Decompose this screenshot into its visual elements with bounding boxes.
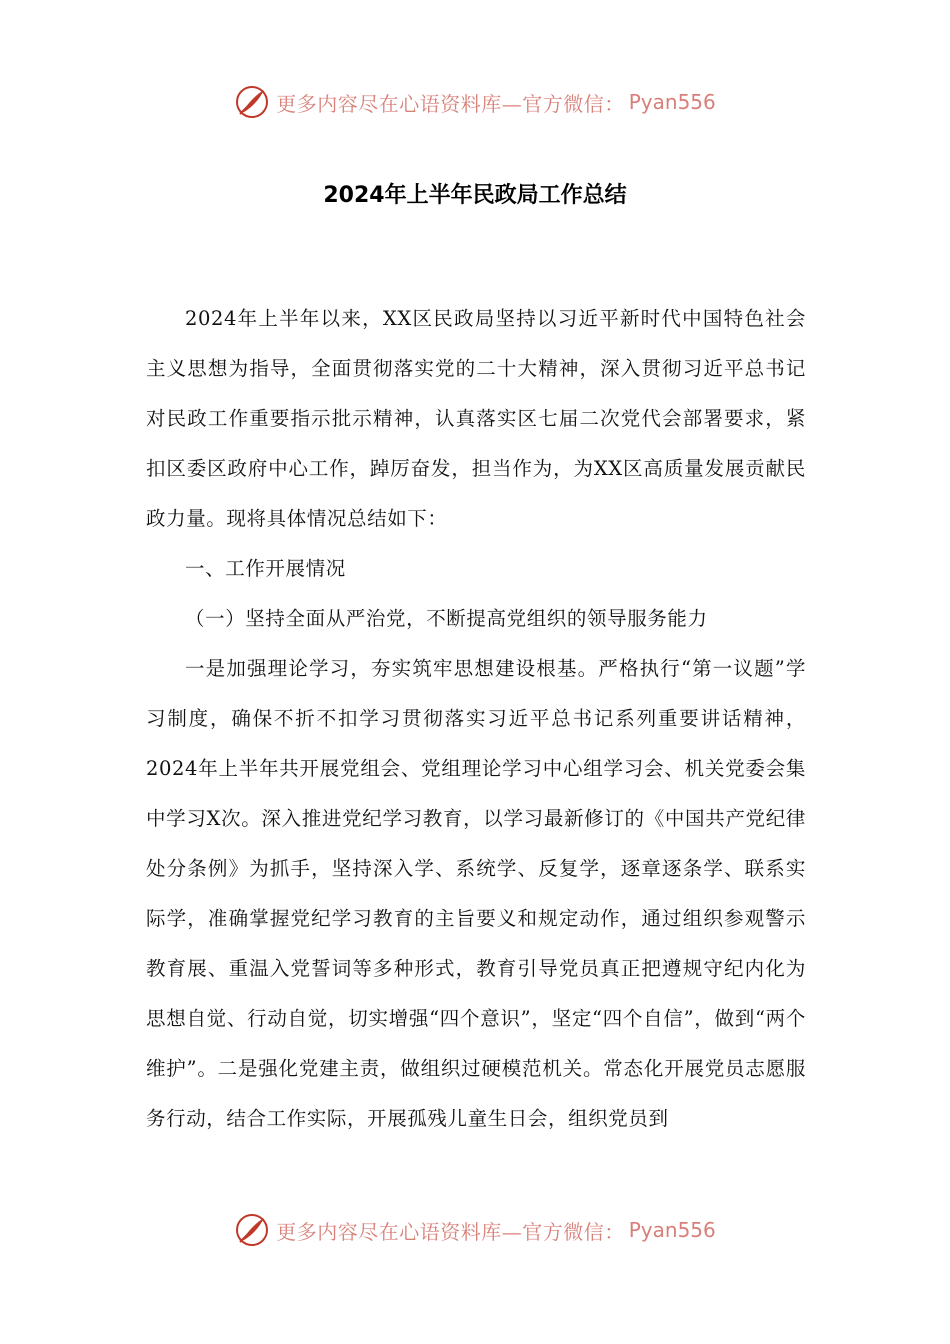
document-body bbox=[146, 294, 806, 1144]
quill-logo-icon bbox=[234, 84, 270, 120]
watermark-banner-top bbox=[0, 82, 950, 122]
watermark-wechat-id: Pyan556 bbox=[628, 90, 716, 114]
document-title: 2024年上半年民政局工作总结 bbox=[323, 183, 627, 208]
section-heading: 一、工作开展情况 bbox=[185, 557, 346, 580]
watermark-text: 更多内容尽在心语资料库—官方微信： bbox=[276, 1219, 625, 1244]
body-paragraph: 一是加强理论学习，夯实筑牢思想建设根基。严格执行“第一议题”学习制度，确保不折不扣学习贯彻落实习近平总书记系列重要讲话精神，2024年上半年共开展党组会、党组理论学习中心组学习会、机关党委会集中学习X次。深入推进党纪学习教育，以学习最新修订的《中国共产党纪律处分条例》为抓手，坚持深入学、系统学、反复学，逐章逐条学、联系实际学，准确掌握党纪学习教育的主旨要义和规定动作，通过组织参观警示教育展、重温入党誓词等多种形式，教育引导党员真正把遵规守纪内化为思想自觉、行动自觉，切实增强“四个意识”，坚定“四个自信”，做到“两个维护”。二是强化党建主责，做组织过硬模范机关。常态化开展党员志愿服务行动，结合工作实际，开展孤残儿童生日会，组织党员到 bbox=[146, 657, 806, 1130]
intro-paragraph: 2024年上半年以来，XX区民政局坚持以习近平新时代中国特色社会主义思想为指导，全面贯彻落实党的二十大精神，深入贯彻习近平总书记对民政工作重要指示批示精神，认真落实区七届二次党代会部署要求，紧扣区委区政府中心工作，踔厉奋发，担当作为，为XX区高质量发展贡献民政力量。现将具体情况总结如下： bbox=[146, 307, 806, 530]
quill-logo-icon bbox=[234, 1212, 270, 1248]
subsection-heading: （一）坚持全面从严治党，不断提高党组织的领导服务能力 bbox=[185, 607, 708, 630]
watermark-text: 更多内容尽在心语资料库—官方微信： bbox=[276, 91, 625, 116]
watermark-banner-bottom bbox=[0, 1210, 950, 1250]
watermark-wechat-id: Pyan556 bbox=[628, 1218, 716, 1242]
